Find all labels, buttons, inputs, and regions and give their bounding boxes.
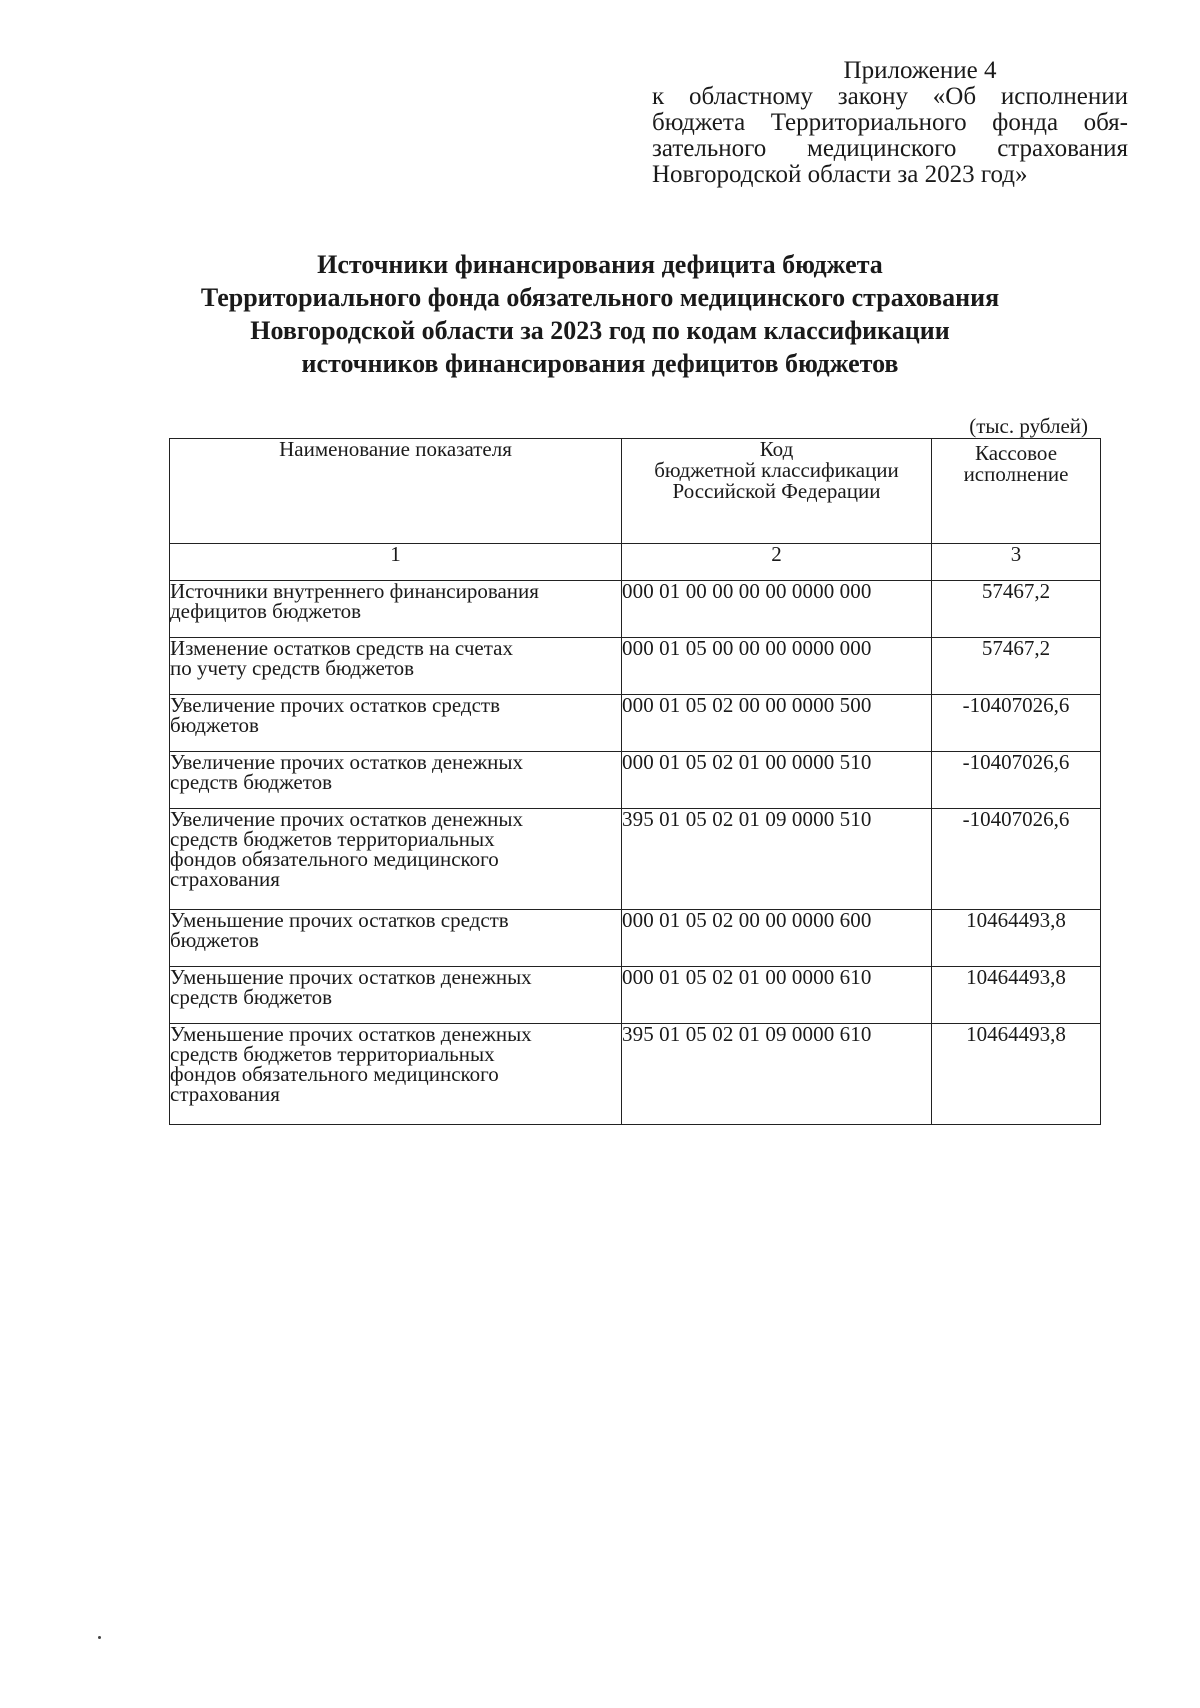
header-code [622,439,932,544]
column-number-row [170,544,1101,581]
table-row [170,752,1101,809]
header-code-line: Код [759,437,794,461]
table-row [170,809,1101,910]
financing-sources-table [169,438,1101,1125]
row-amount: 10464493,8 [932,1024,1101,1125]
row-name-line: средств бюджетов [170,770,333,794]
row-name-line: Уменьшение прочих остатков денежных [170,965,532,989]
appendix-line: к областному закону «Об исполнении [652,83,1128,110]
row-name-line: фондов обязательного медицинского [170,1062,499,1086]
appendix-line: Новгородской области за 2023 год» [652,161,1028,188]
row-code: 395 01 05 02 01 09 0000 510 [622,809,932,910]
row-name [170,910,622,967]
row-code: 000 01 05 02 01 00 0000 510 [622,752,932,809]
row-name-line: бюджетов [170,713,259,737]
header-amount-line: исполнение [963,462,1069,486]
row-name [170,695,622,752]
row-name-line: Изменение остатков средств на счетах [170,636,513,660]
row-name [170,967,622,1024]
row-code: 000 01 00 00 00 00 0000 000 [622,581,932,638]
title-line: Новгородской области за 2023 год по кодам классификации [250,316,950,345]
row-name [170,581,622,638]
header-amount-line: Кассовое [974,441,1058,465]
column-number: 3 [932,544,1101,581]
table-row [170,1024,1101,1125]
row-code: 000 01 05 02 00 00 0000 500 [622,695,932,752]
row-name [170,752,622,809]
row-name-line: Увеличение прочих остатков средств [170,693,501,717]
row-name [170,1024,622,1125]
row-amount: 10464493,8 [932,910,1101,967]
row-name [170,638,622,695]
appendix-number: Приложение 4 [843,57,997,84]
title-line: Источники финансирования дефицита бюджета [317,250,883,279]
header-amount [932,439,1101,544]
table-row [170,695,1101,752]
row-amount: 57467,2 [932,638,1101,695]
title-line: источников финансирования дефицитов бюджетов [301,349,899,378]
header-code-line: Российской Федерации [672,479,881,503]
row-name-line: дефицитов бюджетов [170,599,362,623]
row-name [170,809,622,910]
row-amount: -10407026,6 [932,809,1101,910]
row-name-line: фондов обязательного медицинского [170,847,499,871]
appendix-line: бюджета Территориального фонда обя- [652,109,1128,136]
row-amount: -10407026,6 [932,752,1101,809]
title-line: Территориального фонда обязательного медицинского страхования [200,283,1000,312]
row-name-line: средств бюджетов территориальных [170,827,495,851]
row-name-line: Увеличение прочих остатков денежных [170,807,523,831]
row-name-line: бюджетов [170,928,259,952]
column-number: 2 [622,544,932,581]
row-name-line: Источники внутреннего финансирования [170,579,539,603]
row-name-line: страхования [170,867,280,891]
row-name-line: средств бюджетов [170,985,333,1009]
row-code: 000 01 05 02 01 00 0000 610 [622,967,932,1024]
row-name-line: средств бюджетов территориальных [170,1042,495,1066]
row-amount: 57467,2 [932,581,1101,638]
row-amount: 10464493,8 [932,967,1101,1024]
row-code: 000 01 05 02 00 00 0000 600 [622,910,932,967]
units-label: (тыс. рублей) [969,414,1088,438]
row-name-line: страхования [170,1082,280,1106]
row-amount: -10407026,6 [932,695,1101,752]
appendix-line: зательного медицинского страхования [652,135,1128,162]
table-row [170,910,1101,967]
row-name-line: Уменьшение прочих остатков денежных [170,1022,532,1046]
appendix-note [652,58,1128,188]
header-code-line: бюджетной классификации [654,458,899,482]
document-title [150,248,1050,380]
table-row [170,967,1101,1024]
row-name-line: по учету средств бюджетов [170,656,415,680]
scan-speck [98,1636,101,1639]
row-code: 395 01 05 02 01 09 0000 610 [622,1024,932,1125]
row-code: 000 01 05 00 00 00 0000 000 [622,638,932,695]
table-row [170,638,1101,695]
table-row [170,581,1101,638]
header-name: Наименование показателя [170,439,622,544]
row-name-line: Уменьшение прочих остатков средств [170,908,509,932]
row-name-line: Увеличение прочих остатков денежных [170,750,523,774]
table-header-row [170,439,1101,544]
column-number: 1 [170,544,622,581]
